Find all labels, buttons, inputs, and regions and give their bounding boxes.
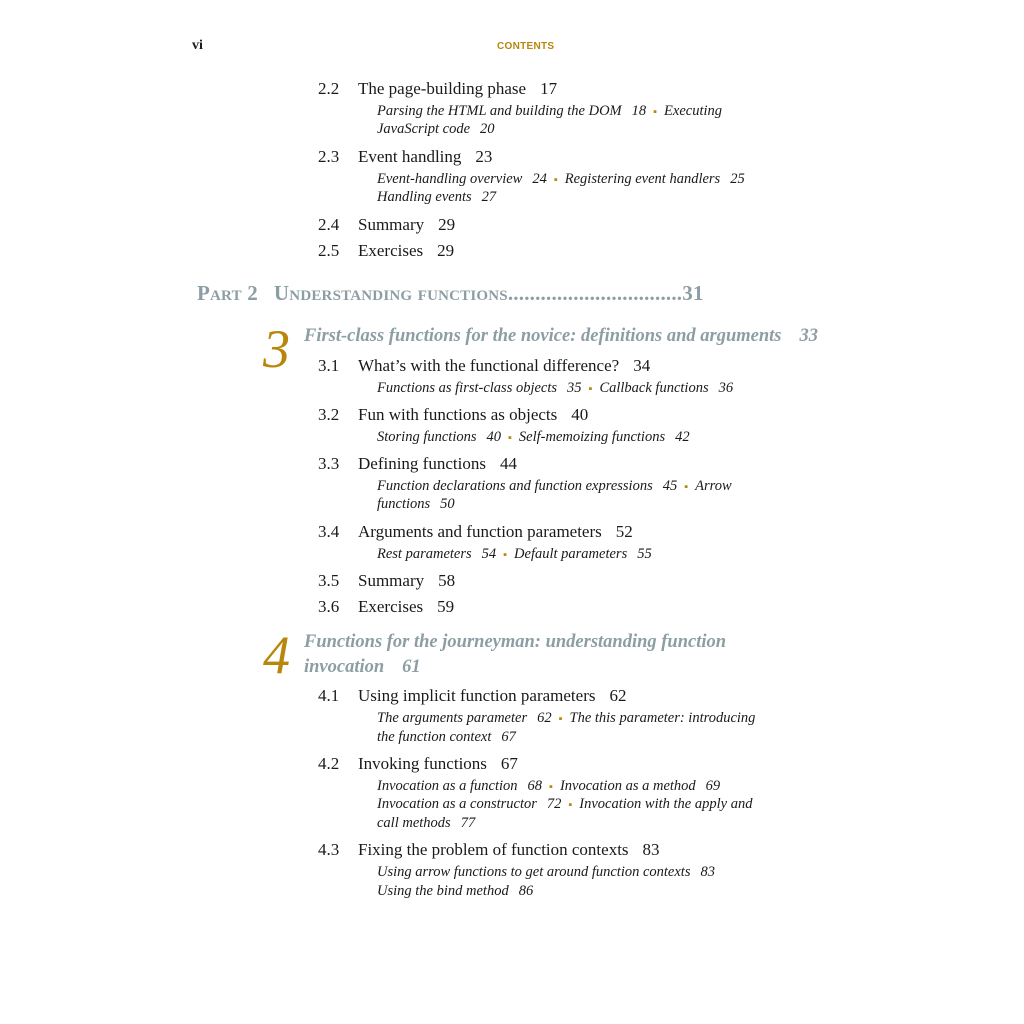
toc-section [318, 686, 626, 706]
section-title: Summary [358, 215, 425, 234]
toc-section [318, 454, 517, 474]
subsection-title: Registering event handlers [564, 171, 721, 187]
subsection-page: 40 [486, 429, 501, 445]
section-number: 3.5 [318, 571, 340, 590]
separator-bullet: ▪ [503, 549, 508, 561]
chapter-title-line: Functions for the journeyman: understanding function [304, 632, 727, 652]
section-title: Fixing the problem of function contexts [358, 840, 629, 859]
subsection-page: 50 [440, 496, 455, 512]
toc-section [318, 754, 518, 774]
section-title: Exercises [358, 597, 424, 616]
section-page: 83 [642, 840, 660, 859]
chapter-title [304, 632, 726, 653]
section-page: 40 [571, 405, 589, 424]
subsection-page: 69 [705, 778, 721, 794]
toc-subsection-line [377, 171, 745, 188]
section-number: 3.1 [318, 356, 340, 375]
part-title: Understanding functions [273, 281, 508, 305]
section-title: The page-building phase [358, 79, 527, 98]
toc-subsection-line [377, 380, 733, 397]
toc-section [318, 522, 633, 542]
toc-section [318, 571, 455, 591]
section-page: 67 [500, 754, 518, 773]
subsection-title: Default parameters [514, 546, 628, 562]
separator-bullet: ▪ [588, 383, 593, 395]
subsection-page: 36 [718, 380, 734, 396]
section-title: Defining functions [358, 454, 486, 473]
part-label: Part 2 [197, 281, 258, 305]
chapter-title-line: invocation [304, 657, 385, 677]
subsection-title: call methods [377, 815, 451, 831]
separator-bullet: ▪ [558, 713, 563, 725]
toc-section [318, 241, 454, 261]
subsection-title: the function context [377, 729, 492, 745]
subsection-title: Event-handling overview [377, 171, 523, 187]
subsection-page: 68 [527, 778, 543, 794]
section-number: 3.4 [318, 522, 340, 541]
toc-subsection-line [377, 864, 715, 881]
section-title: What’s with the functional difference? [358, 356, 620, 375]
separator-bullet: ▪ [549, 781, 553, 793]
subsection-title: Invocation as a constructor [377, 796, 537, 812]
subsection-page: 42 [675, 429, 690, 445]
subsection-page: 54 [481, 546, 497, 562]
chapter-page: 61 [402, 657, 421, 677]
running-head: CONTENTS [497, 41, 555, 52]
subsection-title: JavaScript code [377, 121, 471, 137]
toc-section [318, 405, 588, 425]
subsection-title: Callback functions [599, 380, 709, 396]
chapter-title [304, 657, 421, 678]
chapter-page: 33 [799, 326, 818, 346]
toc-subsection-line [377, 103, 722, 120]
subsection-page: 24 [532, 171, 547, 187]
toc-section [318, 840, 660, 860]
toc-subsection-line [377, 883, 533, 900]
section-page: 58 [438, 571, 456, 590]
separator-bullet: ▪ [684, 481, 689, 493]
toc-subsection-line [377, 729, 516, 746]
subsection-page: 35 [567, 380, 582, 396]
section-title: Fun with functions as objects [358, 405, 558, 424]
subsection-title: Invocation as a function [377, 778, 518, 794]
section-title: Invoking functions [358, 754, 487, 773]
section-page: 23 [475, 147, 493, 166]
subsection-title: Self-memoizing functions [518, 429, 666, 445]
subsection-page: 77 [460, 815, 476, 831]
toc-subsection-line [377, 496, 455, 513]
section-page: 62 [609, 686, 627, 705]
dot-leader: ................................ [507, 281, 683, 305]
toc-subsection-line [377, 710, 755, 727]
toc-subsection-line [377, 796, 752, 813]
toc-subsection-line [377, 429, 690, 446]
subsection-title: Using arrow functions to get around function contexts [377, 864, 691, 880]
toc-subsection-line [377, 546, 652, 563]
subsection-title: Executing [664, 103, 723, 119]
section-number: 4.1 [318, 686, 340, 705]
separator-bullet: ▪ [553, 174, 558, 186]
section-number: 4.2 [318, 754, 340, 773]
section-page: 44 [499, 454, 517, 473]
subsection-page: 55 [637, 546, 652, 562]
subsection-page: 20 [480, 121, 495, 137]
subsection-page: 86 [518, 883, 534, 899]
section-title: Exercises [358, 241, 424, 260]
toc-section [318, 147, 492, 167]
section-number: 4.3 [318, 840, 340, 859]
subsection-page: 45 [662, 478, 678, 494]
part-heading [197, 281, 704, 306]
separator-bullet: ▪ [568, 799, 573, 811]
section-number: 3.3 [318, 454, 340, 473]
subsection-title: Parsing the HTML and building the DOM [377, 103, 622, 119]
subsection-title: Function declarations and function expressions [377, 478, 653, 494]
subsection-title: The arguments parameter [377, 710, 528, 726]
subsection-title: Handling events [377, 189, 472, 205]
section-title: Using implicit function parameters [358, 686, 596, 705]
section-number: 2.4 [318, 215, 340, 234]
toc-subsection-line [377, 121, 495, 138]
subsection-page: 83 [700, 864, 715, 880]
subsection-title: The this parameter: introducing [569, 710, 756, 726]
section-number: 3.6 [318, 597, 340, 616]
section-page: 29 [438, 215, 456, 234]
section-number: 3.2 [318, 405, 340, 424]
subsection-page: 27 [481, 189, 497, 205]
subsection-page: 18 [631, 103, 647, 119]
page-number: vi [192, 38, 203, 53]
separator-bullet: ▪ [508, 432, 512, 444]
subsection-title: Storing functions [377, 429, 477, 445]
section-page: 52 [615, 522, 633, 541]
subsection-title: Rest parameters [377, 546, 472, 562]
chapter-title-line: First-class functions for the novice: definitions and arguments [304, 326, 782, 346]
section-page: 29 [437, 241, 455, 260]
toc-subsection-line [377, 478, 732, 495]
section-title: Arguments and function parameters [358, 522, 602, 541]
chapter-number: 3 [263, 319, 290, 379]
section-page: 34 [633, 356, 651, 375]
subsection-title: Arrow [695, 478, 732, 494]
subsection-page: 67 [501, 729, 516, 745]
toc-section [318, 597, 454, 617]
subsection-title: Functions as first-class objects [377, 380, 558, 396]
toc-subsection-line [377, 778, 720, 795]
subsection-title: Invocation with the apply and [579, 796, 753, 812]
toc-section [318, 356, 650, 376]
subsection-title: Using the bind method [377, 883, 509, 899]
separator-bullet: ▪ [653, 106, 658, 118]
section-page: 59 [437, 597, 455, 616]
chapter-number: 4 [263, 625, 290, 685]
toc-section [318, 79, 557, 99]
toc-subsection-line [377, 189, 496, 206]
section-number: 2.2 [318, 79, 340, 98]
section-title: Summary [358, 571, 425, 590]
subsection-page: 62 [537, 710, 552, 726]
part-page: 31 [682, 281, 704, 305]
toc-section [318, 215, 455, 235]
subsection-page: 25 [730, 171, 745, 187]
section-page: 17 [540, 79, 558, 98]
section-title: Event handling [358, 147, 462, 166]
subsection-title: functions [377, 496, 431, 512]
section-number: 2.5 [318, 241, 340, 260]
toc-subsection-line [377, 815, 475, 832]
chapter-title [304, 326, 818, 347]
section-number: 2.3 [318, 147, 340, 166]
subsection-page: 72 [546, 796, 562, 812]
subsection-title: Invocation as a method [559, 778, 696, 794]
